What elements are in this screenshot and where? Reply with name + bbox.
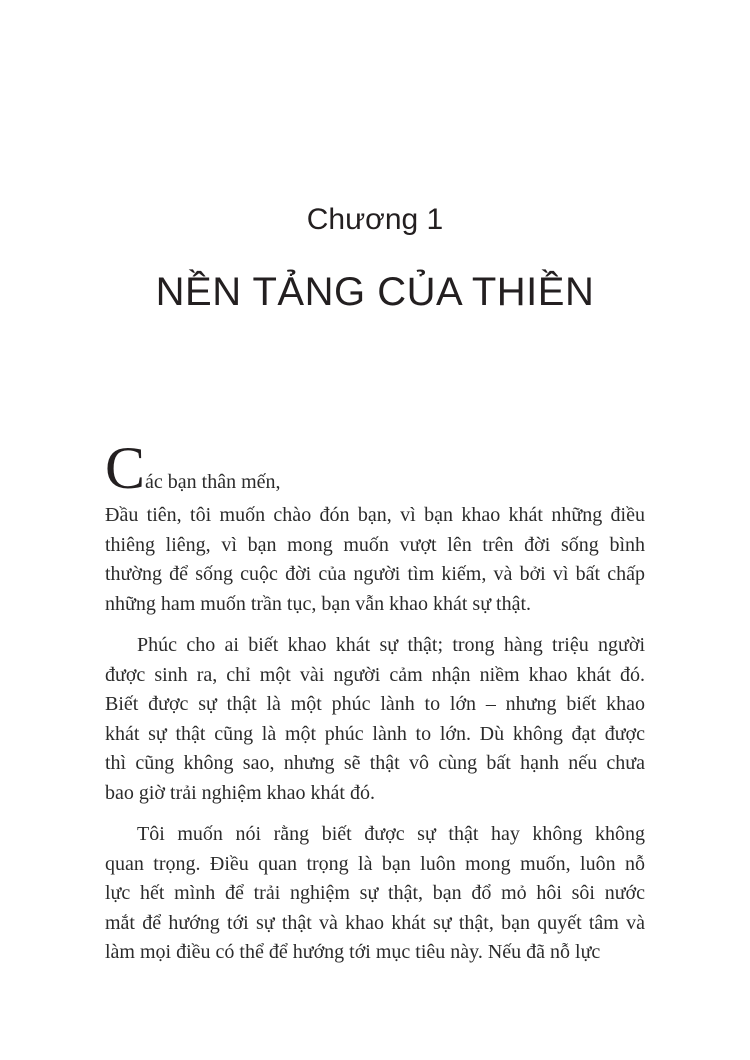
body-line: quan trọng. Điều quan trọng là bạn luôn mong muốn, luôn nỗ [105,852,645,875]
chapter-title: NỀN TẢNG CỦA THIỀN [155,270,595,314]
paragraph-1 [105,501,645,619]
body-line: thiêng liêng, vì bạn mong muốn vượt lên trên đời sống bình [105,533,645,556]
body-line: bao giờ trải nghiệm khao khát đó. [105,781,375,804]
body-line: thì cũng không sao, nhưng sẽ thật vô cùng bất hạnh nếu chưa [105,752,645,774]
body-line: Đầu tiên, tôi muốn chào đón bạn, vì bạn khao khát những điều [105,504,645,526]
body-line: khát sự thật cũng là một phúc lành to lớn. Dù không đạt được [105,722,645,745]
body-line: thường để sống cuộc đời của người tìm kiếm, và bởi vì bất chấp [105,563,645,585]
body-line: mắt để hướng tới sự thật và khao khát sự thật, bạn quyết tâm và [105,911,645,934]
salutation-line [105,435,645,501]
body-line: được sinh ra, chỉ một vài người cảm nhận niềm khao khát đó. [105,663,645,686]
body-line: những ham muốn trần tục, bạn vẫn khao khát sự thật. [105,592,532,615]
body-line: Tôi muốn nói rằng biết được sự thật hay không không [137,823,645,845]
body-line: Phúc cho ai biết khao khát sự thật; trong hàng triệu người [137,634,645,656]
paragraph-2 [105,631,645,808]
chapter-label: Chương 1 [306,203,444,236]
drop-cap-initial: C [105,435,146,501]
body-line: lực hết mình để trải nghiệm sự thật, bạn đổ mỏ hôi sôi nước [105,882,645,904]
salutation-text: ác bạn thân mến, [145,471,281,493]
body-line: Biết được sự thật là một phúc lành to lớn – nhưng biết khao [105,693,645,715]
paragraph-3 [105,820,645,968]
body-line: làm mọi điều có thể để hướng tới mục tiêu này. Nếu đã nỗ lực [105,941,601,963]
body-text-column [105,435,645,968]
